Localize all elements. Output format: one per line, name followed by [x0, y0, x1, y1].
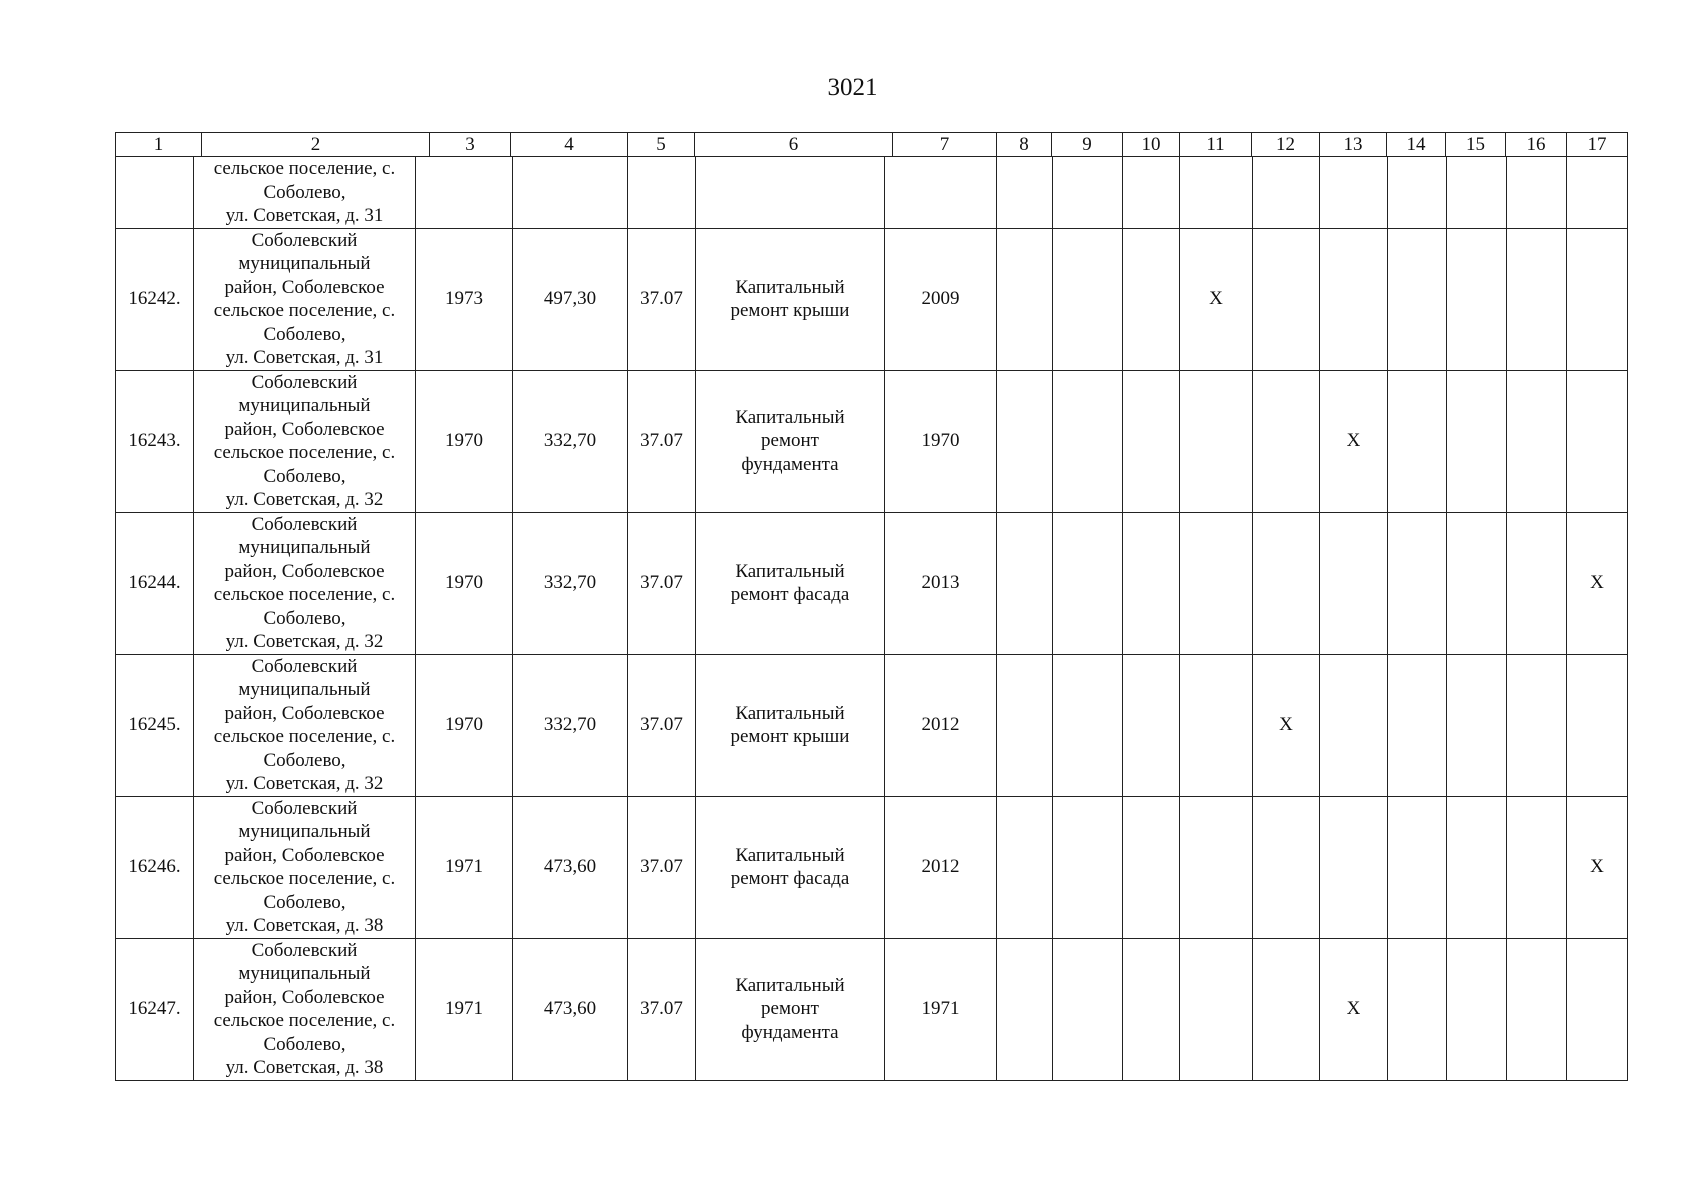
address-line: ул. Советская, д. 31 — [225, 347, 384, 368]
mark-cell — [1320, 157, 1388, 229]
column-number-header — [115, 132, 1628, 157]
mark-cell — [1180, 370, 1253, 512]
area-cell — [513, 157, 628, 229]
address-cell — [194, 228, 416, 370]
address-line: ул. Советская, д. 38 — [225, 1057, 384, 1078]
address-line: Соболевский — [251, 371, 358, 393]
mark-cell — [1180, 512, 1253, 654]
code-cell: 37.07 — [628, 796, 696, 938]
work-type-line: фундамента — [741, 1021, 839, 1043]
year-done-cell: 1971 — [885, 938, 997, 1080]
mark-cell — [1507, 370, 1567, 512]
address-line: сельское поселение, с. — [213, 726, 396, 747]
address-line: Соболево, — [263, 891, 346, 913]
mark-cell — [1507, 654, 1567, 796]
address-line: район, Соболевское — [224, 702, 385, 724]
row-number-cell: 16246. — [116, 796, 194, 938]
work-type-line: Капитальный — [735, 702, 845, 724]
mark-cell — [1388, 157, 1447, 229]
mark-cell — [1388, 938, 1447, 1080]
address-line: ул. Советская, д. 38 — [225, 915, 384, 936]
year-built-cell — [416, 157, 513, 229]
mark-cell — [1123, 654, 1180, 796]
address-line: сельское поселение, с. — [213, 1010, 396, 1031]
mark-cell — [1253, 157, 1320, 229]
mark-cell: X — [1320, 370, 1388, 512]
mark-cell — [1253, 512, 1320, 654]
area-cell: 332,70 — [513, 654, 628, 796]
address-cell — [194, 157, 416, 229]
mark-cell — [1447, 228, 1507, 370]
address-line: ул. Советская, д. 32 — [225, 489, 384, 510]
row-number-cell: 16245. — [116, 654, 194, 796]
mark-cell — [1388, 370, 1447, 512]
column-number-cell: 9 — [1052, 133, 1123, 157]
code-cell: 37.07 — [628, 512, 696, 654]
area-cell: 332,70 — [513, 512, 628, 654]
table-row — [116, 796, 1628, 938]
mark-cell — [1180, 796, 1253, 938]
work-type-cell — [696, 228, 885, 370]
address-line: Соболево, — [263, 1033, 346, 1055]
row-number-cell — [116, 157, 194, 229]
column-number-cell: 8 — [997, 133, 1052, 157]
address-line: муниципальный — [238, 679, 371, 700]
table-row — [116, 228, 1628, 370]
column-number-cell: 10 — [1123, 133, 1180, 157]
year-done-cell: 1970 — [885, 370, 997, 512]
mark-cell — [1567, 654, 1628, 796]
column-number-cell: 3 — [430, 133, 511, 157]
address-line: район, Соболевское — [224, 418, 385, 440]
mark-cell: X — [1253, 654, 1320, 796]
address-cell — [194, 370, 416, 512]
column-number-cell: 1 — [116, 133, 202, 157]
mark-cell — [1567, 370, 1628, 512]
address-line: сельское поселение, с. — [213, 868, 396, 889]
mark-cell — [997, 512, 1053, 654]
address-line: Соболево, — [263, 181, 346, 203]
address-line: Соболевский — [251, 939, 358, 961]
year-built-cell: 1973 — [416, 228, 513, 370]
row-number-cell: 16247. — [116, 938, 194, 1080]
work-type-line: ремонт фасада — [730, 584, 850, 605]
code-cell — [628, 157, 696, 229]
year-done-cell: 2009 — [885, 228, 997, 370]
year-done-cell: 2012 — [885, 796, 997, 938]
mark-cell — [997, 654, 1053, 796]
year-built-cell: 1971 — [416, 796, 513, 938]
column-number-cell: 5 — [628, 133, 695, 157]
mark-cell — [1053, 654, 1123, 796]
work-type-line: Капитальный — [735, 974, 845, 996]
column-number-cell: 14 — [1387, 133, 1446, 157]
mark-cell — [1507, 796, 1567, 938]
area-cell: 473,60 — [513, 938, 628, 1080]
mark-cell: X — [1567, 512, 1628, 654]
mark-cell — [1123, 157, 1180, 229]
address-line: сельское поселение, с. — [213, 584, 396, 605]
address-cell — [194, 796, 416, 938]
row-number-cell: 16242. — [116, 228, 194, 370]
work-type-line: Капитальный — [735, 406, 845, 428]
repair-schedule-table — [115, 156, 1628, 1081]
address-line: Соболевский — [251, 655, 358, 677]
address-line: муниципальный — [238, 963, 371, 984]
area-cell: 497,30 — [513, 228, 628, 370]
mark-cell — [1567, 938, 1628, 1080]
mark-cell — [1053, 796, 1123, 938]
row-number-cell: 16243. — [116, 370, 194, 512]
code-cell: 37.07 — [628, 938, 696, 1080]
work-type-line: ремонт крыши — [730, 726, 850, 747]
column-number-cell: 13 — [1320, 133, 1387, 157]
column-number-cell: 6 — [695, 133, 893, 157]
mark-cell — [1123, 938, 1180, 1080]
column-number-cell: 2 — [202, 133, 430, 157]
mark-cell — [1320, 796, 1388, 938]
mark-cell — [1253, 938, 1320, 1080]
work-type-line: фундамента — [741, 453, 839, 475]
page-number: 3021 — [827, 74, 878, 101]
mark-cell — [997, 228, 1053, 370]
column-number-cell: 17 — [1567, 133, 1628, 157]
column-number-cell: 4 — [511, 133, 628, 157]
mark-cell — [1507, 157, 1567, 229]
table-row — [116, 512, 1628, 654]
mark-cell — [997, 370, 1053, 512]
address-line: ул. Советская, д. 32 — [225, 631, 384, 652]
mark-cell — [1320, 512, 1388, 654]
mark-cell — [1320, 654, 1388, 796]
address-line: район, Соболевское — [224, 844, 385, 866]
address-line: Соболево, — [263, 465, 346, 487]
mark-cell — [1567, 228, 1628, 370]
work-type-cell — [696, 370, 885, 512]
column-number-cell: 11 — [1180, 133, 1252, 157]
table-body — [116, 157, 1628, 1081]
mark-cell — [1053, 228, 1123, 370]
work-type-line: ремонт фасада — [730, 868, 850, 889]
mark-cell — [1567, 157, 1628, 229]
mark-cell — [1447, 370, 1507, 512]
work-type-cell — [696, 512, 885, 654]
address-line: сельское поселение, с. — [213, 442, 396, 463]
mark-cell — [1320, 228, 1388, 370]
year-done-cell: 2013 — [885, 512, 997, 654]
mark-cell — [1053, 370, 1123, 512]
address-line: Соболевский — [251, 229, 358, 251]
code-cell: 37.07 — [628, 370, 696, 512]
mark-cell — [997, 938, 1053, 1080]
mark-cell: X — [1320, 938, 1388, 1080]
mark-cell — [1253, 228, 1320, 370]
address-line: муниципальный — [238, 253, 371, 274]
code-cell: 37.07 — [628, 228, 696, 370]
address-line: муниципальный — [238, 395, 371, 416]
address-line: Соболевский — [251, 513, 358, 535]
header-row — [116, 133, 1628, 157]
area-cell: 473,60 — [513, 796, 628, 938]
table-row — [116, 370, 1628, 512]
address-line: Соболево, — [263, 749, 346, 771]
address-cell — [194, 512, 416, 654]
mark-cell: X — [1180, 228, 1253, 370]
mark-cell — [1388, 228, 1447, 370]
address-line: район, Соболевское — [224, 276, 385, 298]
work-type-cell — [696, 654, 885, 796]
address-line: сельское поселение, с. — [213, 158, 396, 179]
code-cell: 37.07 — [628, 654, 696, 796]
work-type-line: Капитальный — [735, 560, 845, 582]
mark-cell — [997, 796, 1053, 938]
year-done-cell: 2012 — [885, 654, 997, 796]
mark-cell — [1447, 796, 1507, 938]
address-line: Соболево, — [263, 607, 346, 629]
mark-cell — [1507, 938, 1567, 1080]
address-line: район, Соболевское — [224, 560, 385, 582]
mark-cell — [1180, 654, 1253, 796]
address-cell — [194, 938, 416, 1080]
year-built-cell: 1970 — [416, 370, 513, 512]
mark-cell — [1507, 228, 1567, 370]
mark-cell — [1253, 370, 1320, 512]
mark-cell — [1053, 938, 1123, 1080]
mark-cell — [997, 157, 1053, 229]
table-row — [116, 938, 1628, 1080]
mark-cell — [1447, 938, 1507, 1080]
mark-cell — [1447, 512, 1507, 654]
address-line: район, Соболевское — [224, 986, 385, 1008]
mark-cell — [1388, 654, 1447, 796]
area-cell: 332,70 — [513, 370, 628, 512]
mark-cell — [1053, 157, 1123, 229]
work-type-line: ремонт — [761, 998, 819, 1020]
mark-cell — [1180, 938, 1253, 1080]
mark-cell — [1180, 157, 1253, 229]
address-line: муниципальный — [238, 821, 371, 842]
column-number-cell: 12 — [1252, 133, 1320, 157]
work-type-cell — [696, 938, 885, 1080]
address-line: Соболевский — [251, 797, 358, 819]
mark-cell — [1123, 796, 1180, 938]
mark-cell — [1447, 157, 1507, 229]
mark-cell — [1507, 512, 1567, 654]
column-number-cell: 15 — [1446, 133, 1506, 157]
address-line: сельское поселение, с. — [213, 300, 396, 321]
year-built-cell: 1970 — [416, 512, 513, 654]
mark-cell — [1053, 512, 1123, 654]
row-number-cell: 16244. — [116, 512, 194, 654]
continued-row — [116, 157, 1628, 229]
address-line: ул. Советская, д. 31 — [225, 205, 384, 226]
mark-cell — [1123, 512, 1180, 654]
mark-cell — [1253, 796, 1320, 938]
mark-cell — [1447, 654, 1507, 796]
column-number-cell: 7 — [893, 133, 997, 157]
mark-cell — [1123, 228, 1180, 370]
work-type-cell — [696, 796, 885, 938]
year-built-cell: 1970 — [416, 654, 513, 796]
column-number-cell: 16 — [1506, 133, 1567, 157]
address-line: Соболево, — [263, 323, 346, 345]
table-row — [116, 654, 1628, 796]
mark-cell — [1388, 512, 1447, 654]
address-line: ул. Советская, д. 32 — [225, 773, 384, 794]
address-line: муниципальный — [238, 537, 371, 558]
address-cell — [194, 654, 416, 796]
work-type-line: ремонт крыши — [730, 300, 850, 321]
mark-cell — [1123, 370, 1180, 512]
year-done-cell — [885, 157, 997, 229]
work-type-line: ремонт — [761, 430, 819, 452]
mark-cell — [1388, 796, 1447, 938]
mark-cell: X — [1567, 796, 1628, 938]
year-built-cell: 1971 — [416, 938, 513, 1080]
work-type-cell — [696, 157, 885, 229]
work-type-line: Капитальный — [735, 844, 845, 866]
work-type-line: Капитальный — [735, 276, 845, 298]
